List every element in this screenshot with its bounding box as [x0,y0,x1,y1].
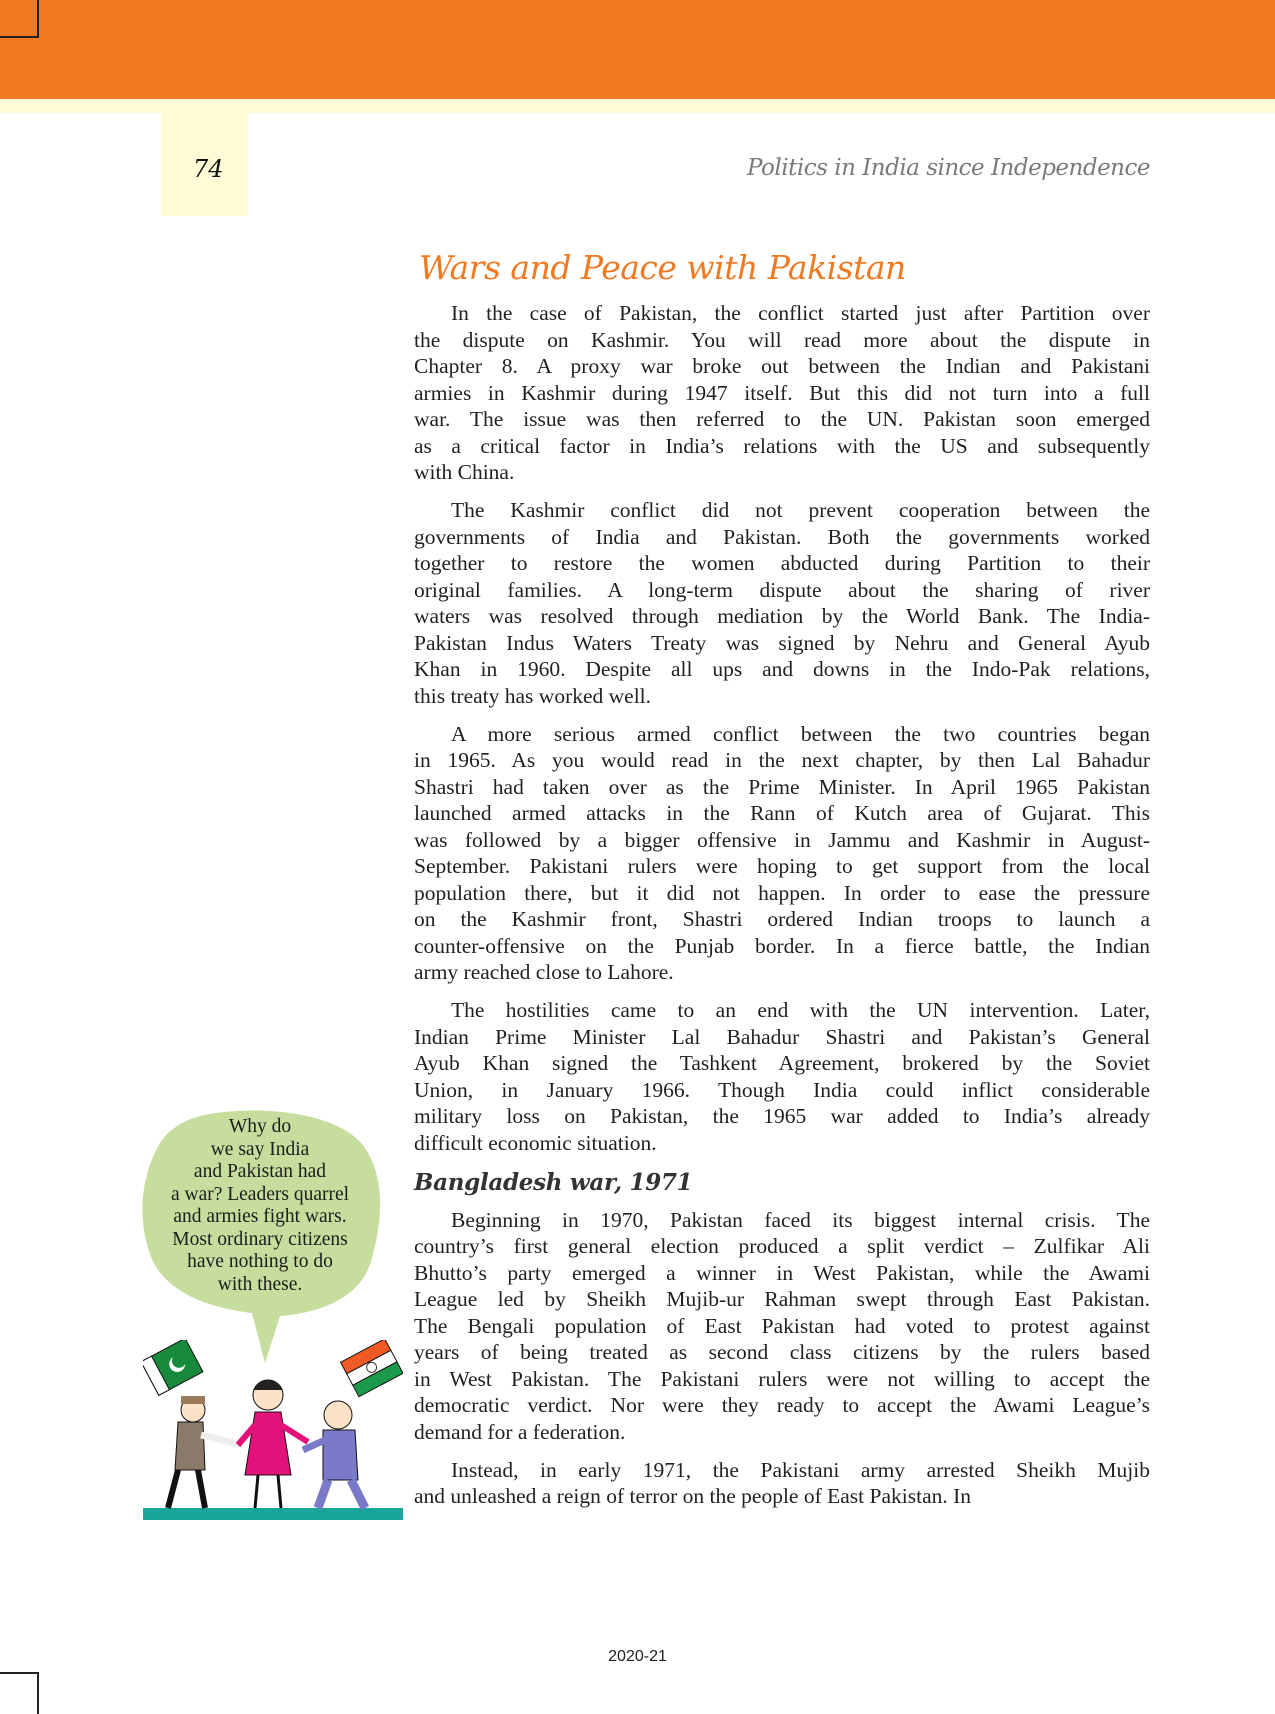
text-line: difficult economic situation. [414,1130,657,1155]
top-orange-band [0,0,1275,99]
section-title: Wars and Peace with Pakistan [419,248,906,287]
speech-bubble-text [140,1116,380,1296]
crop-mark-bottom-left [0,1672,39,1714]
paragraph [414,300,1150,486]
bubble-line: and armies fight wars. [173,1206,347,1227]
paragraph-group [414,300,1150,1156]
paragraph [414,997,1150,1156]
text-line: original families. A long-term dispute about the sharing of river [414,577,1150,602]
pakistan-flag-icon [143,1340,203,1395]
subheading: Bangladesh war, 1971 [414,1169,693,1196]
bubble-line: we say India [210,1138,310,1160]
text-line: this treaty has worked well. [414,683,652,708]
text-line: Instead, in early 1971, the Pakistani army arrested Sheikh Mujib [451,1457,1150,1482]
text-line: was followed by a bigger offensive in Jammu and Kashmir in August- [414,827,1150,852]
text-line: the dispute on Kashmir. You will read more about the dispute in [414,327,1150,352]
text-line: armies in Kashmir during 1947 itself. But this did not turn into a full [414,380,1150,405]
text-line: waters was resolved through mediation by the World Bank. The India- [414,604,1150,628]
bubble-line: a war? Leaders quarrel [170,1183,350,1205]
text-line: League led by Sheikh Mujib-ur Rahman swept through East Pakistan. [414,1287,1150,1311]
text-line: A more serious armed conflict between the two countries began [451,721,1150,746]
text-line: governments of India and Pakistan. Both the governments worked [414,524,1150,549]
paragraph [414,497,1150,709]
text-line: demand for a federation. [414,1419,626,1444]
text-line: democratic verdict. Nor were they ready to accept the Awami League’s [414,1393,1150,1417]
text-line: as a critical factor in India’s relations with the US and subsequently [414,433,1150,458]
text-line: Beginning in 1970, Pakistan faced its biggest internal crisis. The [451,1207,1150,1232]
text-line: launched armed attacks in the Rann of Kutch area of Gujarat. This [414,801,1150,825]
text-line: The Kashmir conflict did not prevent cooperation between the [451,498,1150,522]
text-line: Union, in January 1966. Though India could inflict considerable [414,1077,1150,1102]
ground [143,1508,403,1520]
man-left [168,1396,243,1508]
text-line: in 1965. As you would read in the next chapter, by then Lal Bahadur [414,748,1150,772]
cartoon-illustration [143,1340,403,1520]
text-line: war. The issue was then referred to the UN. Pakistan soon emerged [414,407,1150,431]
text-line: and unleashed a reign of terror on the people of East Pakistan. In [414,1484,972,1508]
text-line: with China. [414,460,515,484]
text-line: In the case of Pakistan, the conflict started just after Partition over [451,301,1150,325]
paragraph [414,721,1150,986]
text-line: together to restore the women abducted during Partition to their [414,551,1150,575]
text-line: years of being treated as second class citizens by the rulers based [414,1340,1150,1364]
text-line: counter-offensive on the Punjab border. In a fierce battle, the Indian [414,933,1150,958]
bubble-line: Why do [228,1116,292,1137]
text-line: Chapter 8. A proxy war broke out between the Indian and Pakistani [414,354,1150,378]
text-line: army reached close to Lahore. [414,960,674,984]
text-line: Pakistan Indus Waters Treaty was signed by Nehru and General Ayub [414,630,1150,655]
text-line: in West Pakistan. The Pakistani rulers were not willing to accept the [414,1366,1150,1391]
text-line: country’s first general election produced a split verdict – Zulfikar Ali [414,1234,1150,1258]
paragraph-group [414,1207,1150,1510]
bubble-line: have nothing to do [187,1251,333,1272]
man-right [303,1401,365,1508]
paragraph [414,1207,1150,1446]
text-line: The hostilities came to an end with the UN intervention. Later, [451,998,1150,1022]
body-text [414,300,1150,1521]
running-header: Politics in India since Independence [747,155,1150,181]
text-line: Ayub Khan signed the Tashkent Agreement, brokered by the Soviet [414,1051,1150,1075]
crop-mark-top-left [0,0,39,38]
woman-center [238,1380,308,1508]
text-line: on the Kashmir front, Shastri ordered Indian troops to launch a [414,907,1150,931]
bubble-line: Most ordinary citizens [172,1228,348,1250]
text-line: Khan in 1960. Despite all ups and downs in the Indo-Pak relations, [414,657,1150,681]
page-number: 74 [193,155,224,183]
bubble-line: and Pakistan had [193,1161,327,1182]
text-line: population there, but it did not happen. In order to ease the pressure [414,880,1150,905]
text-line: September. Pakistani rulers were hoping to get support from the local [414,854,1150,878]
india-flag-icon [341,1340,403,1397]
bubble-line: with these. [217,1273,303,1295]
text-line: The Bengali population of East Pakistan had voted to protest against [414,1313,1150,1338]
cream-strip [0,99,1275,113]
paragraph [414,1457,1150,1510]
text-line: Indian Prime Minister Lal Bahadur Shastri and Pakistan’s General [414,1024,1150,1049]
text-line: Bhutto’s party emerged a winner in West Pakistan, while the Awami [414,1260,1150,1285]
footer-year: 2020-21 [608,1648,667,1665]
text-line: military loss on Pakistan, the 1965 war added to India’s already [414,1104,1150,1128]
text-line: Shastri had taken over as the Prime Minister. In April 1965 Pakistan [414,774,1150,799]
